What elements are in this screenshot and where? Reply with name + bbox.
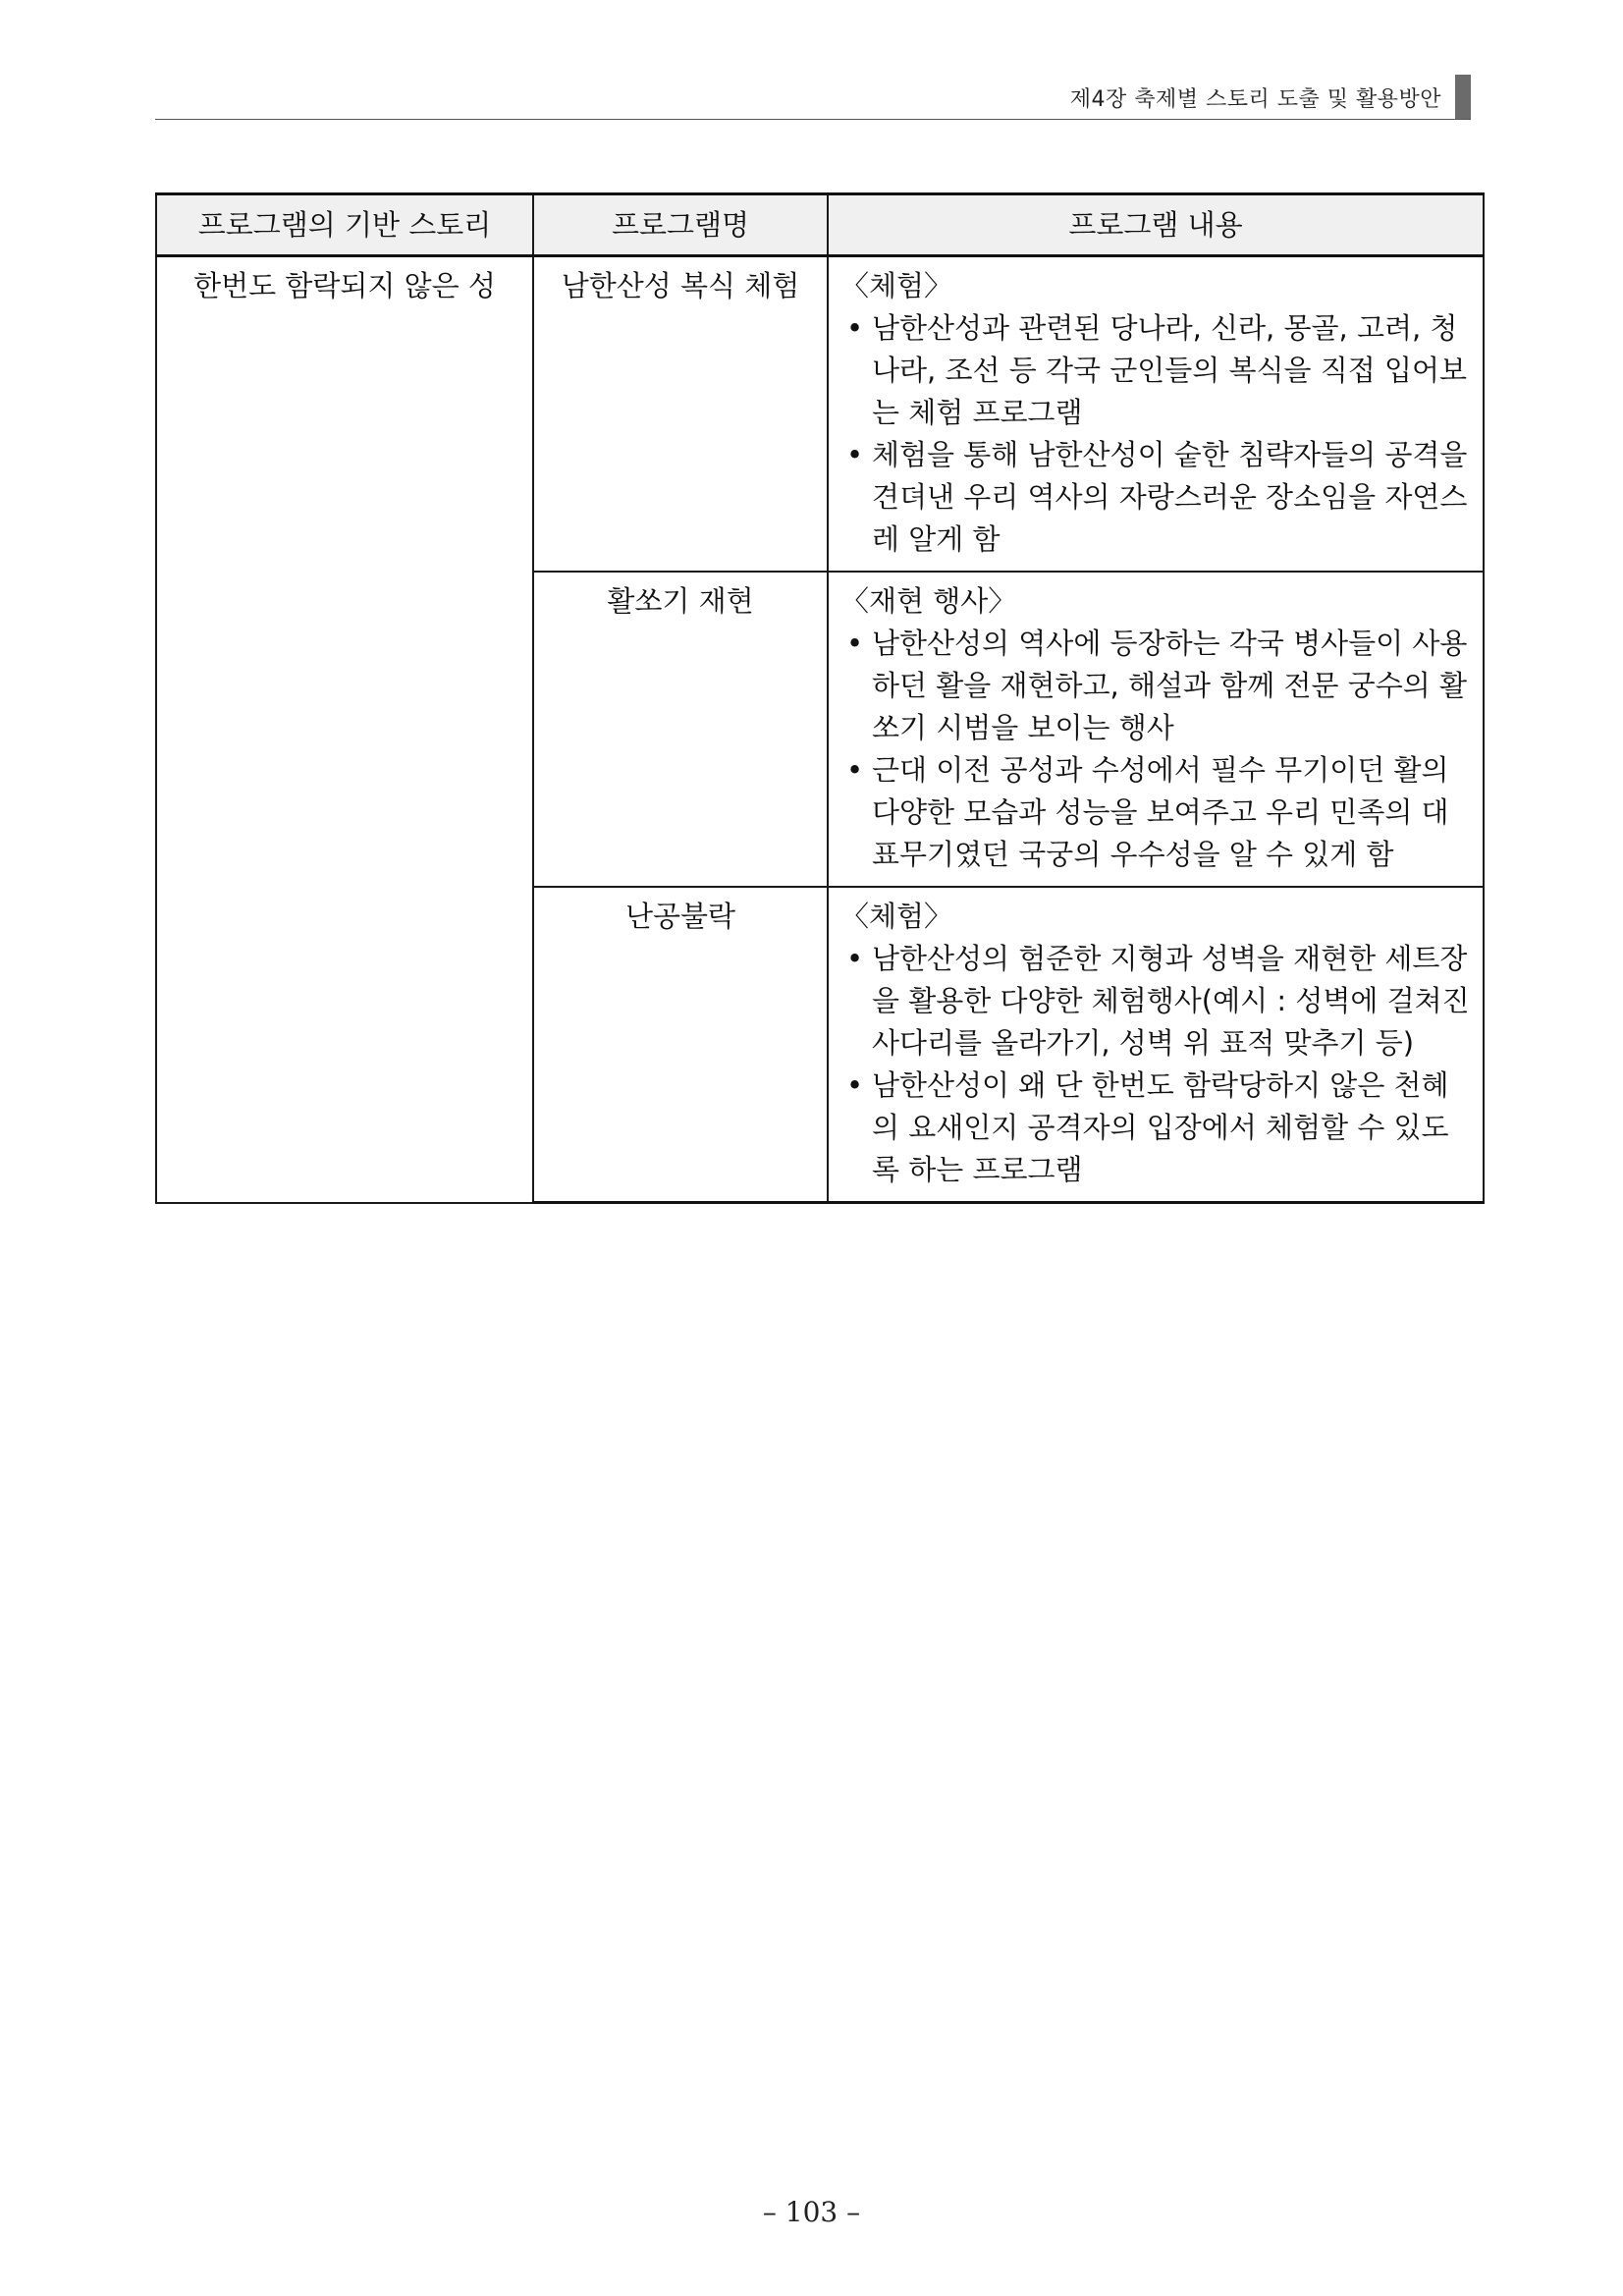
bullet-icon: •	[846, 753, 864, 787]
running-header	[155, 75, 1471, 120]
table-row	[156, 256, 1484, 573]
bullet-icon: •	[846, 311, 864, 345]
list-item	[840, 623, 1473, 749]
program-content-cell	[828, 572, 1484, 887]
list-item	[840, 1065, 1473, 1191]
bullet-text: 근대 이전 공성과 수성에서 필수 무기이던 활의 다양한 모습과 성능을 보여주고 우리 민족의 대표무기였던 국궁의 우수성을 알 수 있게 함	[872, 753, 1449, 871]
table-header-row	[156, 194, 1484, 256]
list-item	[840, 434, 1473, 561]
list-item	[840, 749, 1473, 876]
header-marker-bar	[1455, 75, 1471, 120]
bullet-icon: •	[846, 438, 864, 471]
content-bullet-list	[840, 623, 1473, 876]
column-header-story: 프로그램의 기반 스토리	[156, 194, 533, 256]
program-name-cell: 남한산성 복식 체험	[533, 256, 828, 573]
bullet-text: 남한산성의 험준한 지형과 성벽을 재현한 세트장을 활용한 다양한 체험행사(예시 : 성벽에 걸쳐진 사다리를 올라가기, 성벽 위 표적 맞추기 등)	[872, 942, 1470, 1060]
content-bullet-list	[840, 938, 1473, 1191]
program-content-cell	[828, 256, 1484, 573]
content-bullet-list	[840, 307, 1473, 561]
content-section-heading: 〈체험〉	[840, 269, 953, 302]
page-number: – 103 –	[762, 2196, 861, 2228]
bullet-text: 남한산성이 왜 단 한번도 함락당하지 않은 천혜의 요새인지 공격자의 입장에서 체험할 수 있도록 하는 프로그램	[872, 1068, 1449, 1186]
program-content-cell	[828, 887, 1484, 1203]
bullet-icon: •	[846, 627, 864, 660]
content-section-heading: 〈체험〉	[840, 900, 953, 933]
program-name-cell: 활쏘기 재현	[533, 572, 828, 887]
list-item	[840, 938, 1473, 1065]
bullet-text: 남한산성의 역사에 등장하는 각국 병사들이 사용하던 활을 재현하고, 해설과 함께 전문 궁수의 활쏘기 시범을 보이는 행사	[872, 627, 1468, 744]
content-section-heading: 〈재현 행사〉	[840, 584, 1017, 618]
bullet-icon: •	[846, 1068, 864, 1102]
program-table	[155, 192, 1485, 1204]
column-header-program-content: 프로그램 내용	[828, 194, 1484, 256]
chapter-title: 제4장 축제별 스토리 도출 및 활용방안	[1069, 87, 1441, 112]
bullet-text: 남한산성과 관련된 당나라, 신라, 몽골, 고려, 청나라, 조선 등 각국 군인들의 복식을 직접 입어보는 체험 프로그램	[872, 311, 1468, 429]
header-rule	[155, 119, 1471, 120]
bullet-text: 체험을 통해 남한산성이 숱한 침략자들의 공격을 견뎌낸 우리 역사의 자랑스러운 장소임을 자연스레 알게 함	[872, 438, 1468, 556]
program-name-cell: 난공불락	[533, 887, 828, 1203]
bullet-icon: •	[846, 942, 864, 975]
story-cell: 한번도 함락되지 않은 성	[156, 256, 533, 1203]
column-header-program-name: 프로그램명	[533, 194, 828, 256]
list-item	[840, 307, 1473, 434]
